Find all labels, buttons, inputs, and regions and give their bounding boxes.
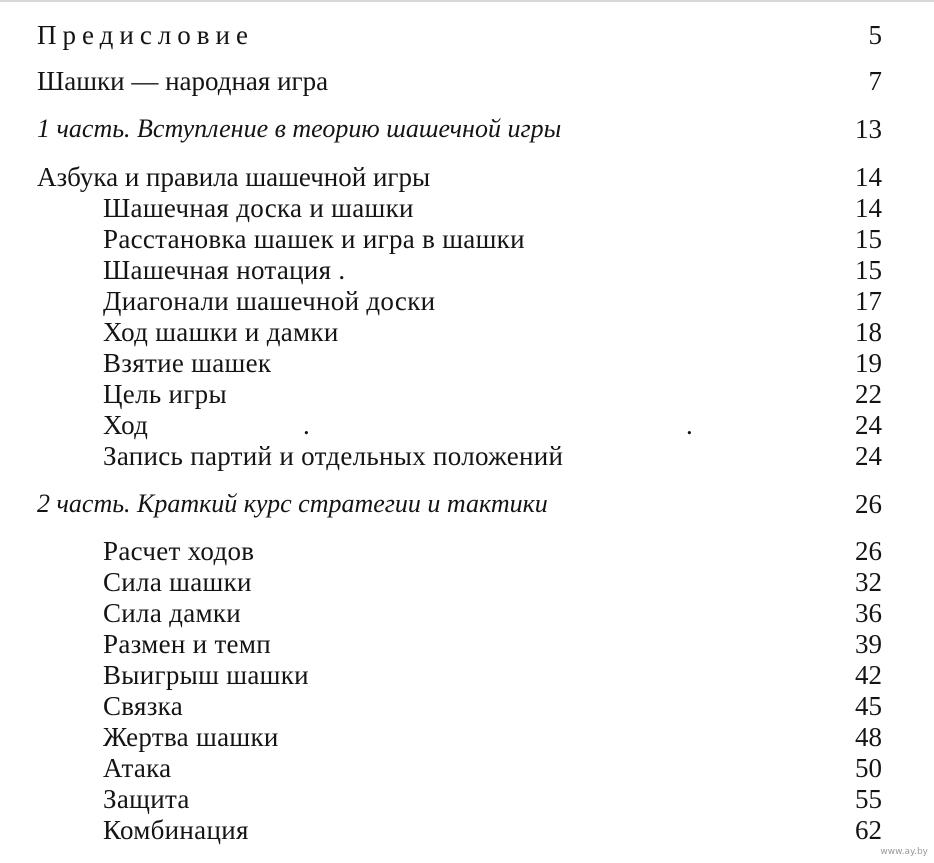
toc-entry-page: 39 — [855, 629, 882, 659]
toc-entry-page: 42 — [855, 660, 882, 690]
toc-entry-title: Ход шашки и дамки — [103, 317, 339, 347]
leader-dot: . — [303, 410, 310, 440]
toc-entry-folk-game — [0, 66, 934, 96]
toc-entry-title: Выигрыш шашки — [103, 660, 309, 690]
toc-entry-title: Атака — [103, 753, 172, 783]
toc-entry-title: Шашечная нотация . — [103, 255, 346, 285]
toc-entry-title: Запись партий и отдельных положений — [103, 441, 564, 471]
toc-entry-winning-piece — [0, 660, 934, 690]
toc-entry-part-1 — [0, 114, 934, 144]
toc-entry-defense — [0, 784, 934, 814]
toc-entry-title: Защита — [103, 784, 190, 814]
toc-entry-page: 62 — [855, 815, 882, 845]
toc-entry-title: Ход — [103, 410, 149, 440]
toc-entry-pin — [0, 691, 934, 721]
toc-entry-title: Цель игры — [103, 379, 227, 409]
toc-entry-calculation — [0, 536, 934, 566]
toc-entry-title: Шашечная доска и шашки — [103, 193, 414, 223]
toc-entry-page: 19 — [855, 348, 882, 378]
toc-entry-page: 5 — [868, 20, 882, 50]
toc-entry-page: 14 — [855, 193, 882, 223]
leader-dot: . — [686, 410, 693, 440]
toc-entry-move — [0, 410, 934, 440]
toc-entry-page: 14 — [855, 162, 882, 192]
toc-entry-title: Связка — [103, 691, 183, 721]
toc-entry-part-2 — [0, 489, 934, 519]
toc-entry-diagonals — [0, 286, 934, 316]
toc-entry-page: 26 — [855, 489, 882, 519]
toc-entry-title: Диагонали шашечной доски — [103, 286, 436, 316]
toc-entry-page: 24 — [855, 410, 882, 440]
toc-entry-piece-strength — [0, 567, 934, 597]
toc-entry-page: 7 — [868, 66, 882, 96]
toc-entry-preface — [0, 20, 934, 50]
toc-entry-king-strength — [0, 598, 934, 628]
toc-entry-page: 18 — [855, 317, 882, 347]
toc-entry-title: Шашки — народная игра — [37, 66, 329, 96]
toc-entry-page: 45 — [855, 691, 882, 721]
toc-entry-title: Азбука и правила шашечной игры — [37, 162, 431, 192]
toc-entry-title: Предисловие — [37, 20, 254, 50]
toc-entry-title: Жертва шашки — [103, 722, 279, 752]
toc-entry-page: 22 — [855, 379, 882, 409]
toc-entry-goal — [0, 379, 934, 409]
toc-entry-recording — [0, 441, 934, 471]
toc-entry-page: 48 — [855, 722, 882, 752]
toc-entry-title: Расстановка шашек и игра в шашки — [103, 224, 525, 254]
toc-entry-title: 1 часть. Вступление в теорию шашечной игры — [37, 114, 562, 143]
toc-entry-page: 15 — [855, 224, 882, 254]
toc-entry-title: Сила дамки — [103, 598, 242, 628]
toc-entry-page: 24 — [855, 441, 882, 471]
toc-entry-combination — [0, 815, 934, 845]
toc-entry-board — [0, 193, 934, 223]
toc-entry-page: 50 — [855, 753, 882, 783]
toc-entry-page: 15 — [855, 255, 882, 285]
watermark: www.ay.by — [880, 847, 928, 857]
toc-entry-page: 13 — [855, 114, 882, 144]
toc-entry-page: 36 — [855, 598, 882, 628]
toc-entry-page: 17 — [855, 286, 882, 316]
toc-entry-title: Сила шашки — [103, 567, 252, 597]
toc-entry-title: Комбинация — [103, 815, 249, 845]
toc-entry-title: 2 часть. Краткий курс стратегии и тактики — [37, 489, 548, 518]
toc-entry-title: Расчет ходов — [103, 536, 255, 566]
toc-entry-moves — [0, 317, 934, 347]
toc-entry-page: 55 — [855, 784, 882, 814]
toc-entry-exchange — [0, 629, 934, 659]
toc-entry-sacrifice — [0, 722, 934, 752]
toc-entry-captures — [0, 348, 934, 378]
toc-entry-attack — [0, 753, 934, 783]
toc-entry-setup — [0, 224, 934, 254]
toc-entry-title: Размен и темп — [103, 629, 271, 659]
toc-entry-title: Взятие шашек — [103, 348, 272, 378]
toc-entry-basics — [0, 162, 934, 192]
toc-entry-page: 26 — [855, 536, 882, 566]
toc-entry-page: 32 — [855, 567, 882, 597]
toc-entry-notation — [0, 255, 934, 285]
